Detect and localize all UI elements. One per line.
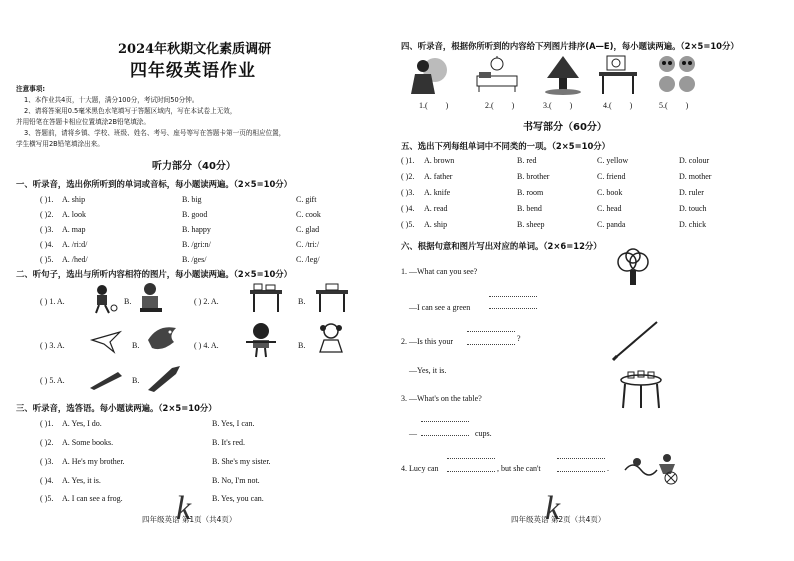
section-5-heading: 五、选出下列每组单词中不同类的一项。（2×5=10分） [401,141,611,151]
k-watermark: k [176,490,192,527]
option-c: C. gift [296,195,317,204]
option-d: D. colour [679,156,710,165]
right-page [397,0,794,561]
option-a: A. Yes, it is. [62,476,101,485]
question-4-part1: 4. Lucy can [401,464,439,473]
girl-reading-picture [136,282,166,314]
desk-with-clock-picture [597,54,639,96]
section-2-heading: 二、听句子，选出与所听内容相符的图片，每小题读两遍。（2×5=10分） [16,269,293,279]
pencil-picture [88,368,124,390]
boy-with-ball-picture [90,284,118,314]
question-2-prompt: 2. —Is this your [401,337,453,346]
answer-line[interactable] [467,344,515,345]
pandas-picture [655,54,699,96]
option-b: B. She's my sister. [212,457,271,466]
option-b-label: B. [132,376,140,385]
option-a: A. read [424,204,448,213]
option-c: C. cook [296,210,321,219]
section-1-heading: 一、听录音，选出你所听到的单词或音标，每小题读两遍。（2×5=10分） [16,179,293,189]
option-b: B. good [182,210,208,219]
answer-line[interactable] [557,471,605,472]
answer-blank[interactable]: ( )5. [401,220,415,229]
answer-line[interactable] [489,308,537,309]
option-c: C. panda [597,220,626,229]
option-a: A. /hed/ [62,255,88,264]
option-a: A. /ri:d/ [62,240,88,249]
question-1-answer-text: —I can see a green [409,303,471,312]
swim-no-fly-picture [623,448,683,486]
option-b: B. Yes, you can. [212,494,264,503]
writing-part-title: 书写部分（60分） [523,122,607,133]
option-b: B. room [517,188,544,197]
picture-question-label[interactable]: ( ) 5. A. [40,376,65,385]
order-blank-4[interactable]: 4.( ) [603,101,633,110]
option-d: D. chick [679,220,707,229]
option-b: B. Yes, I can. [212,419,255,428]
exam-subtitle: 四年级英语作业 [130,61,256,81]
note-line: 学生横写用2B铅笔填涂出来。 [16,140,104,148]
order-blank-2[interactable]: 2.( ) [485,101,515,110]
question-1-prompt: 1. —What can you see? [401,267,478,276]
option-d: D. mother [679,172,712,181]
notes-heading: 注意事项: [16,85,46,93]
option-c: C. book [597,188,623,197]
option-b-label: B. [298,297,306,306]
option-a: A. map [62,225,86,234]
answer-line[interactable] [489,296,537,297]
answer-blank[interactable]: ( )1. [40,195,54,204]
question-4-part2: , but she can't [497,464,541,473]
option-c: C. glad [296,225,320,234]
option-a: A. Some books. [62,438,114,447]
answer-blank[interactable]: ( )2. [40,210,54,219]
option-b-label: B. [124,297,132,306]
answer-blank[interactable]: ( )3. [40,457,54,466]
boy-standing-picture [244,322,278,358]
option-d: D. ruler [679,188,704,197]
order-blank-3[interactable]: 3.( ) [543,101,573,110]
girl-standing-picture [314,322,348,358]
listening-part-title: 听力部分（40分） [152,161,236,172]
answer-blank[interactable]: ( )4. [40,476,54,485]
option-a: A. knife [424,188,451,197]
option-c: C. head [597,204,622,213]
option-a: A. ship [62,195,86,204]
order-blank-1[interactable]: 1.( ) [419,101,449,110]
answer-line[interactable] [421,421,469,422]
option-d: D. touch [679,204,707,213]
option-a: A. brown [424,156,455,165]
picture-question-label[interactable]: ( ) 3. A. [40,341,65,350]
answer-blank[interactable]: ( )1. [40,419,54,428]
question-3-dash: — [409,429,417,438]
answer-line[interactable] [467,331,515,332]
option-a: A. Yes, I do. [62,419,102,428]
exam-title: 2024年秋期文化素质调研 [118,42,272,57]
picture-question-label[interactable]: ( ) 1. A. [40,297,65,306]
answer-line[interactable] [557,458,605,459]
plane-picture [90,326,124,354]
option-a: A. He's my brother. [62,457,125,466]
answer-blank[interactable]: ( )3. [401,188,415,197]
option-b: B. No, I'm not. [212,476,260,485]
answer-blank[interactable]: ( )3. [40,225,54,234]
bedroom-picture [475,56,519,94]
question-2-answer-text: —Yes, it is. [409,366,447,375]
option-a: A. ship [424,220,448,229]
table-with-books-picture [248,284,284,314]
order-blank-5[interactable]: 5.( ) [659,101,689,110]
option-c: C. /tri:/ [296,240,320,249]
option-a: A. look [62,210,86,219]
answer-line[interactable] [447,471,495,472]
picture-question-label[interactable]: ( ) 2. A. [194,297,219,306]
option-b: B. big [182,195,202,204]
pen-picture [611,320,661,360]
answer-blank[interactable]: ( )5. [40,494,54,503]
option-b: B. happy [182,225,211,234]
option-b-label: B. [132,341,140,350]
page-2-footer: 四年级英语 第2页（共4页） [511,515,606,524]
option-b: B. bend [517,204,542,213]
question-3-word: cups. [475,429,492,438]
note-line: 并用铅笔在答题卡相应位置填涂2B铅笔填涂。 [16,118,150,126]
option-b: B. /ges/ [182,255,207,264]
table-with-bag-picture [314,284,350,314]
option-b: B. brother [517,172,550,181]
answer-blank[interactable]: ( )1. [401,156,415,165]
option-b: B. red [517,156,537,165]
table-with-cups-picture [619,368,663,410]
question-2-mark: ? [517,334,521,343]
section-4-heading: 四、听录音，根据你所听到的内容给下列图片排序(A—E)，每小题读两遍。（2×5=10分） [401,41,739,51]
k-watermark: k [545,490,561,527]
option-a: A. father [424,172,453,181]
option-a: A. I can see a frog. [62,494,123,503]
picture-question-label[interactable]: ( ) 4. A. [194,341,219,350]
option-b-label: B. [298,341,306,350]
option-b: B. sheep [517,220,545,229]
answer-line[interactable] [447,458,495,459]
question-4-end: . [607,464,609,473]
section-3-heading: 三、听录音，选答语。每小题读两遍。（2×5=10分） [16,403,217,413]
option-c: C. friend [597,172,626,181]
answer-line[interactable] [421,435,469,436]
girl-with-moon-picture [409,54,449,96]
option-b: B. It's red. [212,438,245,447]
answer-blank[interactable]: ( )2. [401,172,415,181]
tree-picture [613,250,653,286]
answer-blank[interactable]: ( )4. [401,204,415,213]
note-line: 1、本作业共4页，十大题，满分100分，考试时间50分钟。 [24,96,199,104]
page-1-footer: 四年级英语 第1页（共4页） [142,515,237,524]
option-c: C. yellow [597,156,629,165]
bird-picture [144,322,180,356]
section-6-heading: 六、根据句意和图片写出对应的单词。（2×6=12分） [401,241,602,251]
question-3-prompt: 3. —What's on the table? [401,394,482,403]
note-line: 3、答题前，请将乡镇、学校、班级、姓名、考号、座号等写在答题卡第一页的相应位置， [24,129,286,137]
note-line: 2、请将答案用0.5毫米黑色水笔填写于答题区域内，写在本试卷上无效， [24,107,237,115]
tree-house-picture [543,54,583,96]
answer-blank[interactable]: ( )5. [40,255,54,264]
option-c: C. /leg/ [296,255,320,264]
option-b: B. /gri:n/ [182,240,211,249]
knife-picture [146,364,182,392]
answer-blank[interactable]: ( )2. [40,438,54,447]
answer-blank[interactable]: ( )4. [40,240,54,249]
